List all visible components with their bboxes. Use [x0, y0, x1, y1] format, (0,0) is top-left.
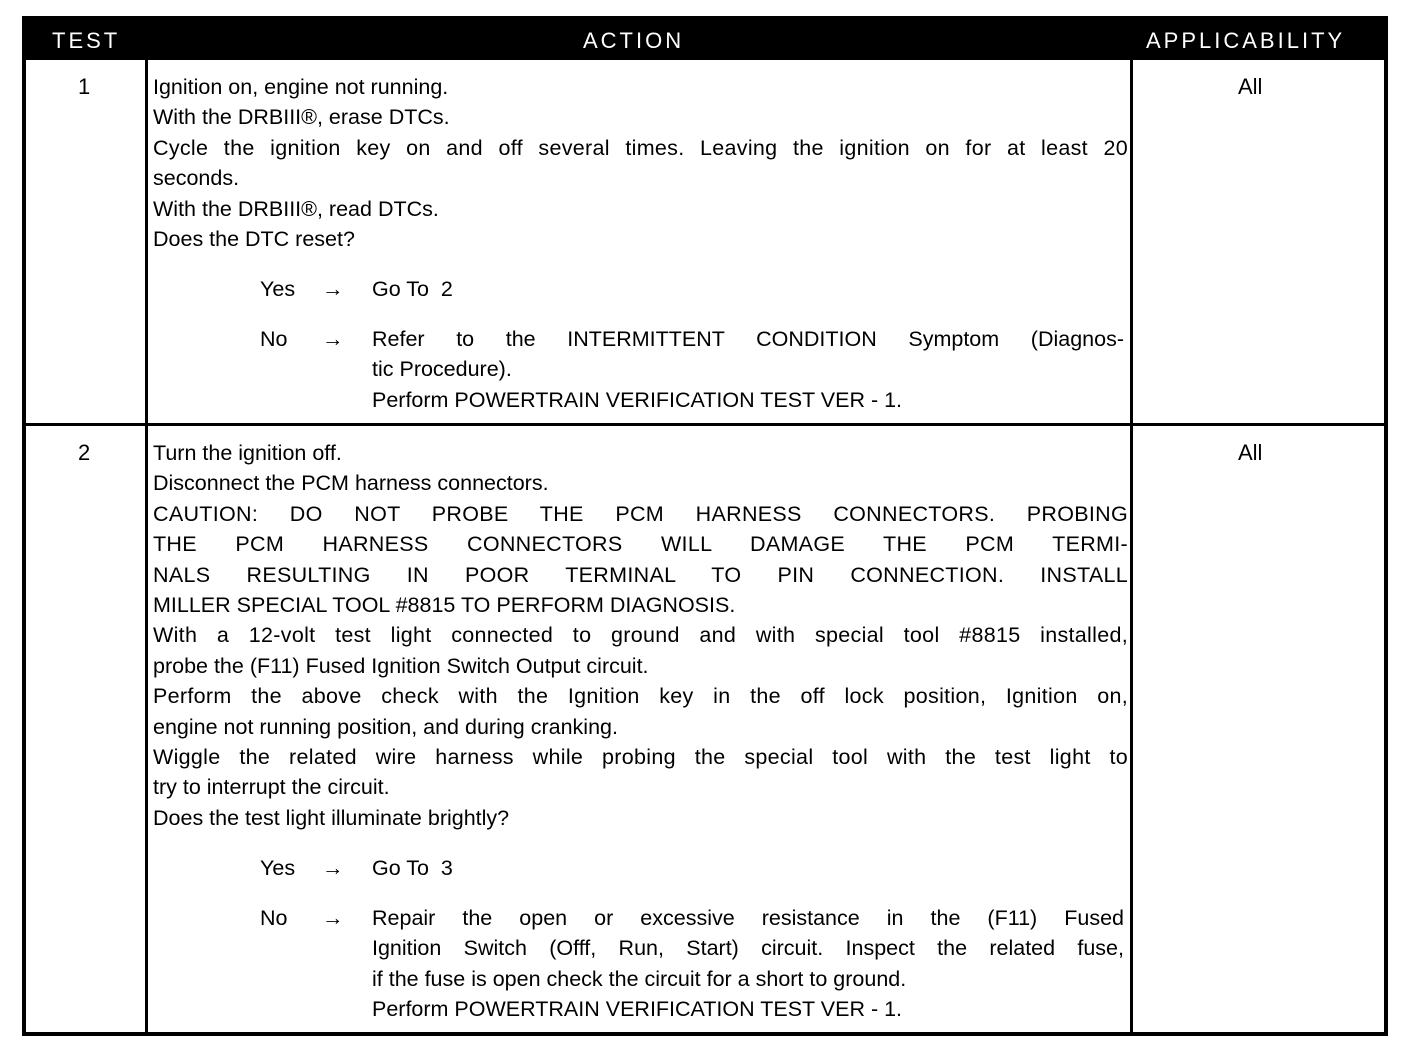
- action-line: Does the DTC reset?: [153, 227, 355, 252]
- applicability-value: All: [1238, 440, 1263, 465]
- no-branch: [260, 324, 1124, 416]
- header-action: ACTION: [583, 28, 685, 53]
- action-line: With the DRBIII®, erase DTCs.: [153, 105, 450, 130]
- no-result: [372, 324, 1124, 415]
- right-arrow-icon: →: [322, 277, 344, 301]
- no-label: No: [260, 906, 288, 930]
- yes-label: Yes: [260, 277, 296, 301]
- action-line: Turn the ignition off.: [153, 441, 342, 465]
- action-line: CAUTION: DO NOT PROBE THE PCM HARNESS CONNECTORS. PROBING: [153, 501, 1128, 526]
- action-line: engine not running position, and during cranking.: [153, 714, 618, 739]
- no-result-line: Refer to the INTERMITTENT CONDITION Symptom (Diagnos-: [372, 327, 1124, 351]
- yes-result: Go To 2: [372, 277, 453, 301]
- test-number: 2: [78, 440, 91, 465]
- no-result-line: tic Procedure).: [372, 357, 512, 382]
- no-result-line: Perform POWERTRAIN VERIFICATION TEST VER - 1.: [372, 997, 903, 1022]
- yes-result: Go To 3: [372, 856, 453, 880]
- right-arrow-icon: →: [322, 906, 344, 930]
- no-result-line: Repair the open or excessive resistance in the (F11) Fused: [372, 906, 1124, 930]
- test-number: 1: [78, 74, 91, 99]
- column-divider: [1130, 60, 1133, 1032]
- row-divider: [26, 423, 1384, 426]
- header-test: TEST: [52, 28, 121, 53]
- applicability-value: All: [1238, 74, 1263, 99]
- action-line: Disconnect the PCM harness connectors.: [153, 471, 549, 496]
- right-arrow-icon: →: [322, 856, 344, 880]
- action-line: Wiggle the related wire harness while probing the special tool with the test light to: [153, 745, 1128, 770]
- action-text: [153, 72, 1128, 254]
- header-applicability: APPLICABILITY: [1146, 28, 1346, 53]
- action-line: seconds.: [153, 166, 240, 191]
- action-line: NALS RESULTING IN POOR TERMINAL TO PIN CONNECTION. INSTALL: [153, 562, 1128, 587]
- table-header: [26, 20, 1384, 60]
- diagnostic-table: [22, 16, 1388, 1036]
- action-line: MILLER SPECIAL TOOL #8815 TO PERFORM DIAGNOSIS.: [153, 593, 736, 618]
- no-result-line: Ignition Switch (Offf, Run, Start) circuit. Inspect the related fuse,: [372, 936, 1124, 961]
- action-line: probe the (F11) Fused Ignition Switch Output circuit.: [153, 653, 649, 678]
- no-result-line: Perform POWERTRAIN VERIFICATION TEST VER - 1.: [372, 387, 903, 412]
- action-text: [153, 438, 1128, 833]
- action-line: try to interrupt the circuit.: [153, 775, 390, 800]
- right-arrow-icon: →: [322, 327, 344, 351]
- action-line: With a 12-volt test light connected to ground and with special tool #8815 installed,: [153, 623, 1128, 648]
- action-line: With the DRBIII®, read DTCs.: [153, 196, 439, 221]
- no-result: [372, 903, 1124, 1025]
- action-line: Cycle the ignition key on and off several times. Leaving the ignition on for at least 20: [153, 135, 1128, 160]
- action-line: Ignition on, engine not running.: [153, 75, 449, 99]
- yes-branch: [260, 274, 1124, 305]
- action-line: THE PCM HARNESS CONNECTORS WILL DAMAGE THE PCM TERMI-: [153, 532, 1128, 557]
- yes-branch: [260, 853, 1124, 884]
- action-line: Does the test light illuminate brightly?: [153, 805, 510, 830]
- no-label: No: [260, 327, 288, 351]
- action-line: Perform the above check with the Ignition key in the off lock position, Ignition on,: [153, 684, 1128, 709]
- no-result-line: if the fuse is open check the circuit for a short to ground.: [372, 966, 907, 991]
- no-branch: [260, 903, 1124, 1027]
- column-divider: [145, 60, 148, 1032]
- yes-label: Yes: [260, 856, 296, 880]
